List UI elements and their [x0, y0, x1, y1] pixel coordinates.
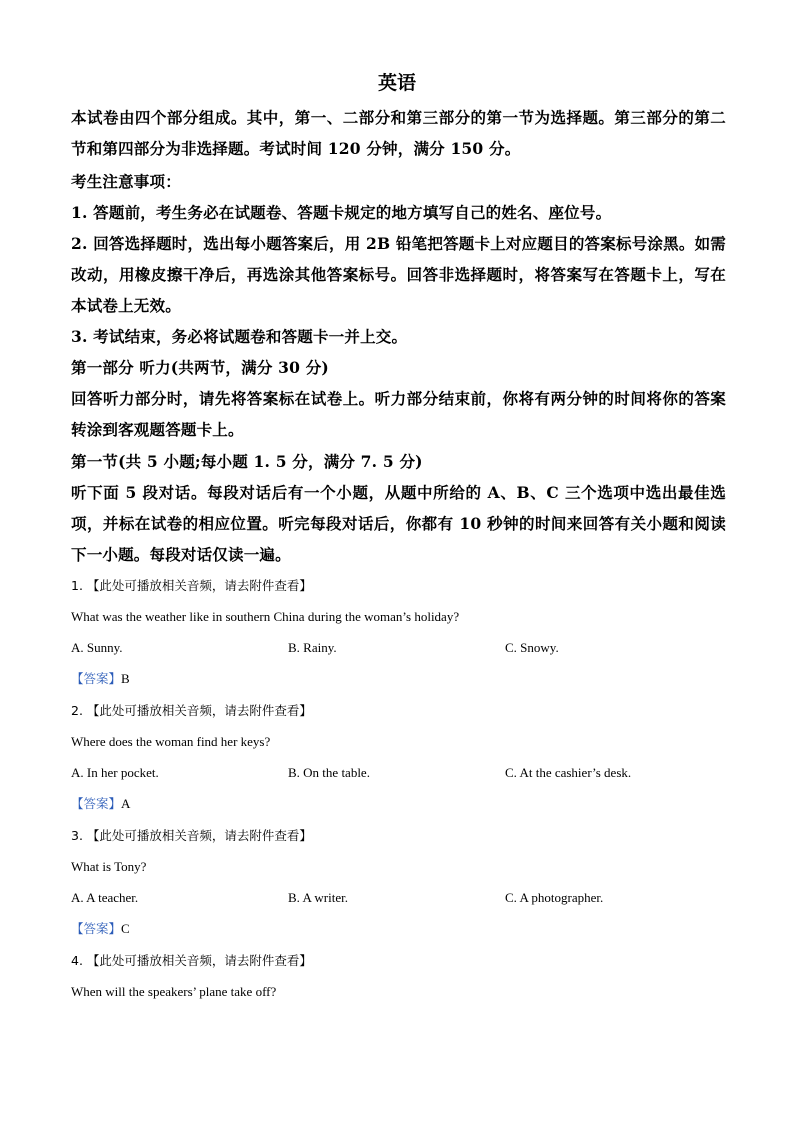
page-title: 英语 [377, 72, 416, 94]
part1-heading: 第一部分 听力(共两节，满分 30 分) [71, 358, 329, 377]
notice-title: 考生注意事项： [71, 172, 181, 191]
audio-link-q4[interactable]: 4. 【此处可播放相关音频，请去附件查看】 [71, 953, 312, 968]
part1-instruction: 回答听力部分时，请先将答案标在试卷上。听力部分结束前，你将有两分钟的时间将你的答案转涂到客观题答题卡上。 [71, 389, 726, 439]
question-text-q2: Where does the woman find her keys? [71, 734, 271, 749]
option-b-q1: B. Rainy. [288, 640, 337, 655]
options-q1 [71, 638, 751, 658]
audio-link-q1[interactable]: 1. 【此处可播放相关音频，请去附件查看】 [71, 578, 312, 593]
option-a-q1: A. Sunny. [71, 640, 123, 655]
answer-label: 【答案】 [71, 796, 122, 811]
answer-q1 [71, 669, 130, 689]
option-b-q3: B. A writer. [288, 890, 348, 905]
answer-value-q1: B [121, 671, 130, 686]
answer-label: 【答案】 [71, 671, 122, 686]
answer-label: 【答案】 [71, 921, 122, 936]
notice-item-3: 3. 考试结束，务必将试题卷和答题卡一并上交。 [71, 327, 408, 346]
question-text-q3: What is Tony? [71, 859, 147, 874]
section1-heading: 第一节(共 5 小题;每小题 1. 5 分，满分 7. 5 分) [71, 452, 423, 471]
question-text-q1: What was the weather like in southern China during the woman’s holiday? [71, 609, 460, 624]
notice-item-2: 2. 回答选择题时，选出每小题答案后，用 2B 铅笔把答题卡上对应题目的答案标号涂黑。如需改动，用橡皮擦干净后，再选涂其他答案标号。回答非选择题时，将答案写在答题卡上，写在本试卷上无效。 [71, 234, 726, 315]
answer-value-q3: C [121, 921, 130, 936]
option-b-q2: B. On the table. [288, 765, 370, 780]
option-c-q1: C. Snowy. [505, 640, 559, 655]
notice-item-1: 1. 答题前，考生务必在试题卷、答题卡规定的地方填写自己的姓名、座位号。 [71, 203, 612, 222]
answer-value-q2: A [121, 796, 131, 811]
option-c-q2: C. At the cashier’s desk. [505, 765, 632, 780]
audio-link-q3[interactable]: 3. 【此处可播放相关音频，请去附件查看】 [71, 828, 312, 843]
answer-q3 [71, 919, 130, 939]
section1-instruction: 听下面 5 段对话。每段对话后有一个小题，从题中所给的 A、B、C 三个选项中选出最佳选项，并标在试卷的相应位置。听完每段对话后，你都有 10 秒钟的时间来回答有关小题和阅读下一小题。每段对话仅读一遍。 [71, 483, 726, 564]
option-a-q3: A. A teacher. [71, 890, 139, 905]
audio-link-q2[interactable]: 2. 【此处可播放相关音频，请去附件查看】 [71, 703, 312, 718]
exam-intro: 本试卷由四个部分组成。其中，第一、二部分和第三部分的第一节为选择题。第三部分的第二节和第四部分为非选择题。考试时间 120 分钟，满分 150 分。 [71, 108, 726, 158]
option-a-q2: A. In her pocket. [71, 765, 159, 780]
options-q2 [71, 763, 751, 783]
option-c-q3: C. A photographer. [505, 890, 604, 905]
options-q3 [71, 888, 751, 908]
question-text-q4: When will the speakers’ plane take off? [71, 984, 277, 999]
answer-q2 [71, 794, 130, 814]
